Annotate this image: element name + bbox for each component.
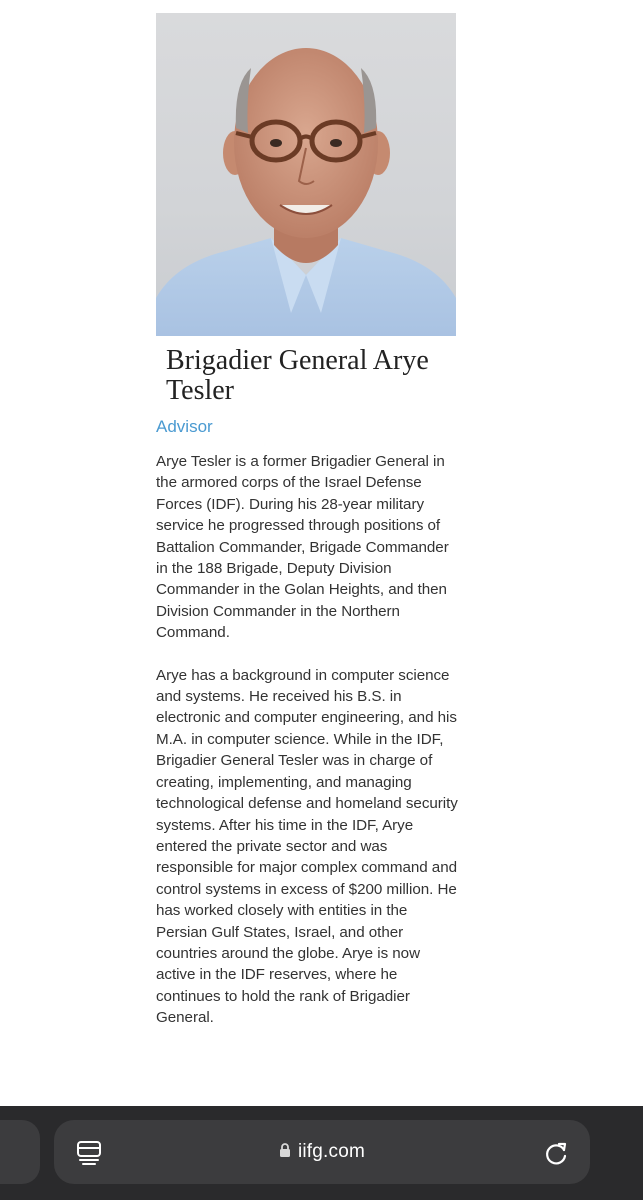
url-text: iifg.com	[297, 1141, 366, 1162]
profile-bio	[156, 451, 461, 1050]
profile-photo	[156, 13, 456, 336]
lock-icon	[279, 1142, 291, 1163]
tab-overview-icon[interactable]	[74, 1138, 104, 1168]
browser-toolbar	[0, 1106, 643, 1200]
profile-role: Advisor	[156, 417, 213, 436]
profile-name: Brigadier General Arye Tesler	[166, 345, 429, 406]
bio-paragraph: Arye Tesler is a former Brigadier General in the armored corps of the Israel Defense Forces (IDF). During his 28-year military service he progressed through positions of Battalion Commander, Brigade Commander in the 188 Brigade, Deputy Division Commander in the Golan Heights, and then Division Commander in the Northern Command.	[156, 453, 449, 642]
reload-icon[interactable]	[542, 1138, 572, 1168]
address-bar[interactable]	[54, 1120, 590, 1184]
previous-tab[interactable]	[0, 1120, 40, 1184]
bio-paragraph: Arye has a background in computer science and systems. He received his B.S. in electronic and computer engineering, and his M.A. in computer science. While in the IDF, Brigadier General Tesler was in charge of creating, implementing, and managing technological defense and homeland security systems. After his time in the IDF, Arye entered the private sector and was responsible for major complex command and control systems in excess of $200 million. He has worked closely with entities in the Persian Gulf States, Israel, and other countries around the globe. Arye is now active in the IDF reserves, where he continues to hold the rank of Brigadier General.	[156, 666, 458, 1027]
